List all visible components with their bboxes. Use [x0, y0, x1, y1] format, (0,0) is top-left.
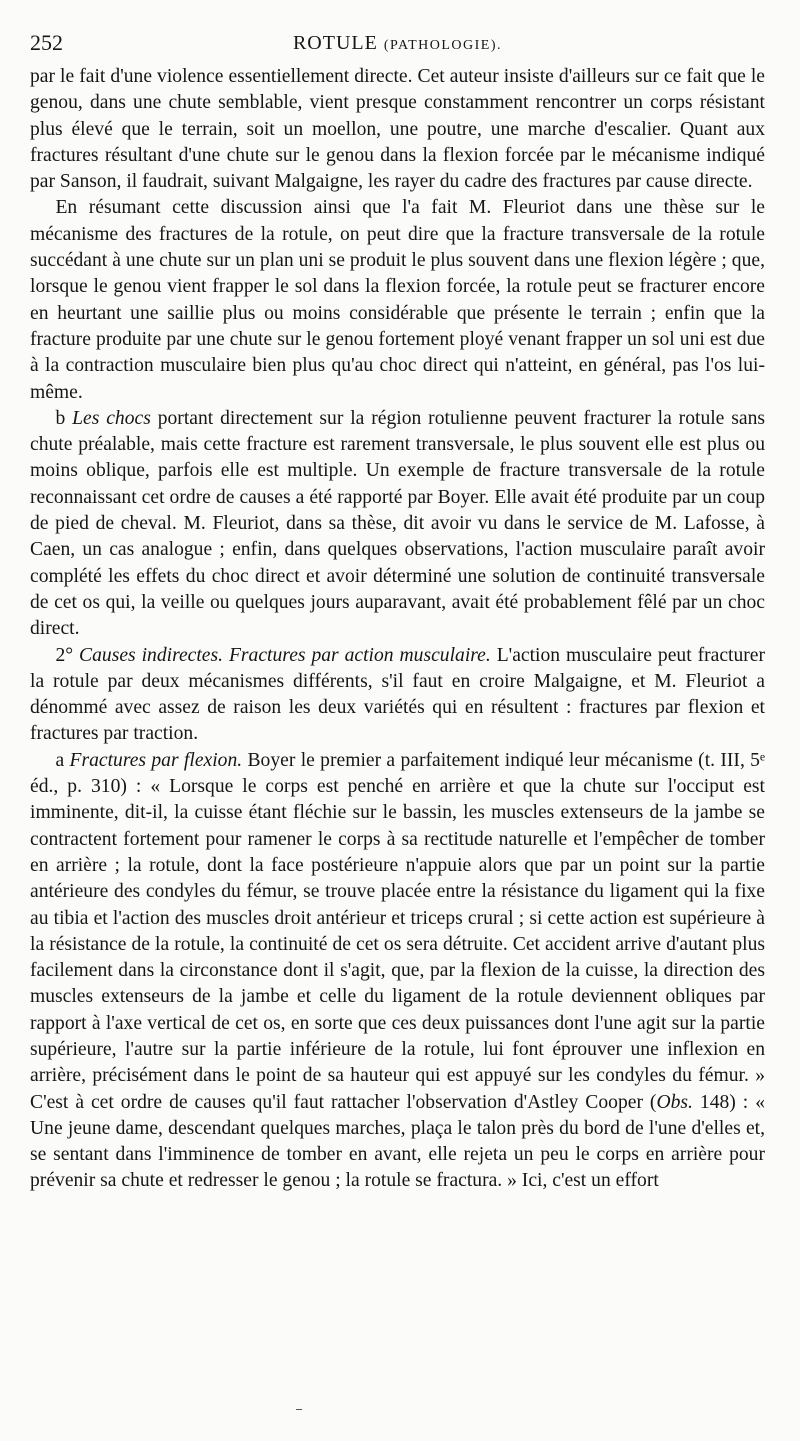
paragraph: [30, 406, 765, 643]
text-run: En résumant cette discussion ainsi que l'a fait M. Fleuriot dans une thèse sur le mécanisme des fractures de la rotule, on peut dire que la fracture transversale de la rotule succédant à une chute sur un plan uni se produit le plus souvent dans une flexion légère ; que, lorsque le genou vient frapper le sol dans la flexion forcée, la rotule peut se fracturer encore en heurtant une saillie plus ou moins considérable que présente le terrain ; enfin que la fracture produite par une chute sur le genou fortement ployé venant frapper un sol uni est due à la contraction musculaire bien plus qu'au choc direct qui n'atteint, en général, pas l'os lui-même.: [30, 197, 765, 403]
footer-mark: [296, 1409, 302, 1410]
italic-run: Fractures par flexion.: [69, 749, 243, 771]
paragraph: [30, 643, 765, 748]
paragraph: [30, 195, 765, 405]
text-run: 2°: [55, 644, 80, 666]
text-run: par le fait d'une violence essentiellement directe. Cet auteur insiste d'ailleurs sur ce fait que le genou, dans une chute semblable, vient presque constamment rencontrer un corps résistant plus élevé que le terrain, soit un moellon, une poutre, une marche d'escalier. Quant aux fractures résultant d'une chute sur le genou dans la flexion forcée par le mécanisme indiqué par Sanson, il faudrait, suivant Malgaigne, les rayer du cadre des fractures par cause directe.: [30, 66, 765, 193]
text-run: b: [55, 407, 73, 429]
text-run: 148) : « Une jeune dame, descendant quelques marches, plaça le talon près du bord de l'une d'elles et, se sentant dans l'imminence de tomber en avant, elle rejeta un peu le corps en arrière pour prévenir sa chute et redresser le genou ; la rotule se fractura. » Ici, c'est un effort: [30, 1091, 765, 1192]
running-head-title: ROTULE: [292, 32, 378, 54]
text-run: Boyer le premier a parfaitement indiqué leur mécanisme (t. III, 5ᵉ éd., p. 310) : « Lorsque le corps est penché en arrière et que la chute sur l'occiput est imminente, dit-il, la cuisse étant fléchie sur le bassin, les muscles extenseurs de la jambe se contractent fortement pour ramener le corps à sa rectitude naturelle et l'empêcher de tomber en arrière ; la rotule, dont la face postérieure n'appuie alors que par un point sur la partie antérieure des condyles du fémur, se trouve placée entre la résistance du ligament qui la fixe au tibia et l'action des muscles droit antérieur et triceps crural ; si cette action est supérieure à la résistance de la rotule, la continuité de cet os sera détruite. Cet accident arrive d'autant plus facilement dans la circonstance dont il s'agit, que, par la flexion de la cuisse, la direction des muscles extenseurs de la jambe et celle du ligament de la rotule deviennent obliques par rapport à l'axe vertical de cet os, en sorte que ces deux puissances dont l'une agit sur la partie supérieure, l'autre sur la partie inférieure de la rotule, lui font éprouver une inflexion en arrière, précisément dans le point de sa hauteur qui est appuyé sur les condyles du fémur. » C'est à cet ordre de causes qu'il faut rattacher l'observation d'Astley Cooper (: [30, 749, 765, 1113]
page-number: 252: [30, 30, 63, 55]
body-text: [30, 64, 765, 1195]
page-header: [30, 30, 765, 60]
running-head: [30, 30, 765, 59]
italic-run: Causes indirectes. Fractures par action musculaire.: [79, 644, 491, 666]
running-head-subtitle: (PATHOLOGIE).: [383, 38, 503, 53]
text-run: L'action musculaire peut fracturer la rotule par deux mécanismes différents, s'il faut en croire Malgaigne, et M. Fleuriot a dénommé avec assez de raison les deux variétés qui en résultent : fractures par flexion et fractures par traction.: [30, 644, 766, 745]
paragraph: [30, 748, 765, 1195]
italic-run: Les chocs: [72, 407, 151, 429]
text-run: a: [55, 749, 70, 771]
paragraph: [30, 64, 765, 195]
italic-run: Obs.: [656, 1091, 693, 1113]
text-run: portant directement sur la région rotulienne peuvent fracturer la rotule sans chute préalable, mais cette fracture est rarement transversale, le plus souvent elle est plus ou moins oblique, parfois elle est multiple. Un exemple de fracture transversale de la rotule reconnaissant cet ordre de causes a été rapporté par Boyer. Elle avait été produite par un coup de pied de cheval. M. Fleuriot, dans sa thèse, dit avoir vu dans le service de M. Lafosse, à Caen, un cas analogue ; enfin, dans quelques observations, l'action musculaire paraît avoir complété les effets du choc direct et avoir déterminé une solution de continuité transversale de cet os qui, la veille ou quelques jours auparavant, avait été probablement fêlé par un choc direct.: [30, 407, 765, 640]
